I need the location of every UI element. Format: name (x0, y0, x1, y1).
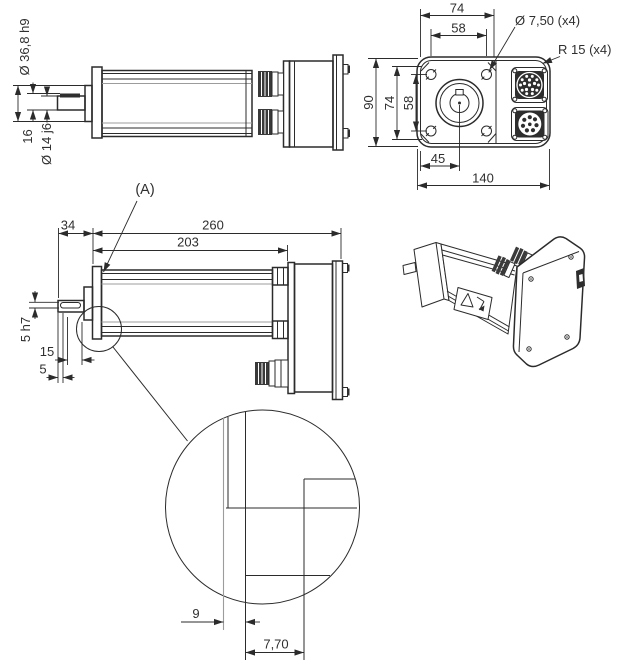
iso-flange (414, 243, 444, 308)
side-view-housing (255, 261, 350, 400)
detail-reference-label: (A) (135, 182, 155, 198)
dim-top-74: 74 (449, 0, 465, 16)
iso-shaft (403, 263, 416, 275)
top-view-dimensions (13, 18, 85, 165)
iso-view (403, 237, 585, 367)
rear-view-dimensions (361, 1, 611, 191)
dim-5: 5 (39, 361, 47, 377)
top-view-body (58, 67, 253, 138)
rear-view-connector-2 (512, 108, 549, 141)
dim-left-58: 58 (401, 95, 416, 111)
dim-width-140: 140 (472, 170, 494, 186)
dim-left-90: 90 (361, 95, 376, 110)
dim-boss-diameter: Ø 36,8 h9 (17, 18, 32, 76)
detail-circle (166, 410, 360, 604)
rear-view-connector-1 (512, 68, 548, 103)
dim-shaft-diameter: Ø 14 j6 (39, 123, 54, 165)
dim-key-height: 16 (20, 129, 35, 144)
dim-left-74: 74 (382, 95, 397, 111)
dim-203: 203 (177, 234, 199, 250)
note-corner-radius: R 15 (x4) (558, 42, 612, 57)
rear-view (361, 1, 611, 191)
dim-key-width: 5 h7 (18, 316, 33, 343)
side-view (18, 182, 350, 441)
top-view-housing (284, 55, 351, 150)
dim-top-58: 58 (451, 20, 466, 36)
dim-34: 34 (60, 217, 76, 233)
top-view-connector-plugs (258, 71, 284, 135)
top-view (13, 18, 350, 165)
dim-7-70: 7,70 (263, 636, 289, 652)
dim-15: 15 (39, 344, 55, 359)
detail-view (166, 410, 360, 660)
dim-260: 260 (202, 217, 224, 233)
note-hole-diameter: Ø 7,50 (x4) (515, 13, 581, 28)
side-view-body (58, 267, 288, 340)
dim-9: 9 (192, 606, 200, 621)
detail-geometry (224, 412, 358, 660)
dim-shaft-offset-45: 45 (430, 151, 446, 166)
detail-dimensions (181, 606, 304, 653)
